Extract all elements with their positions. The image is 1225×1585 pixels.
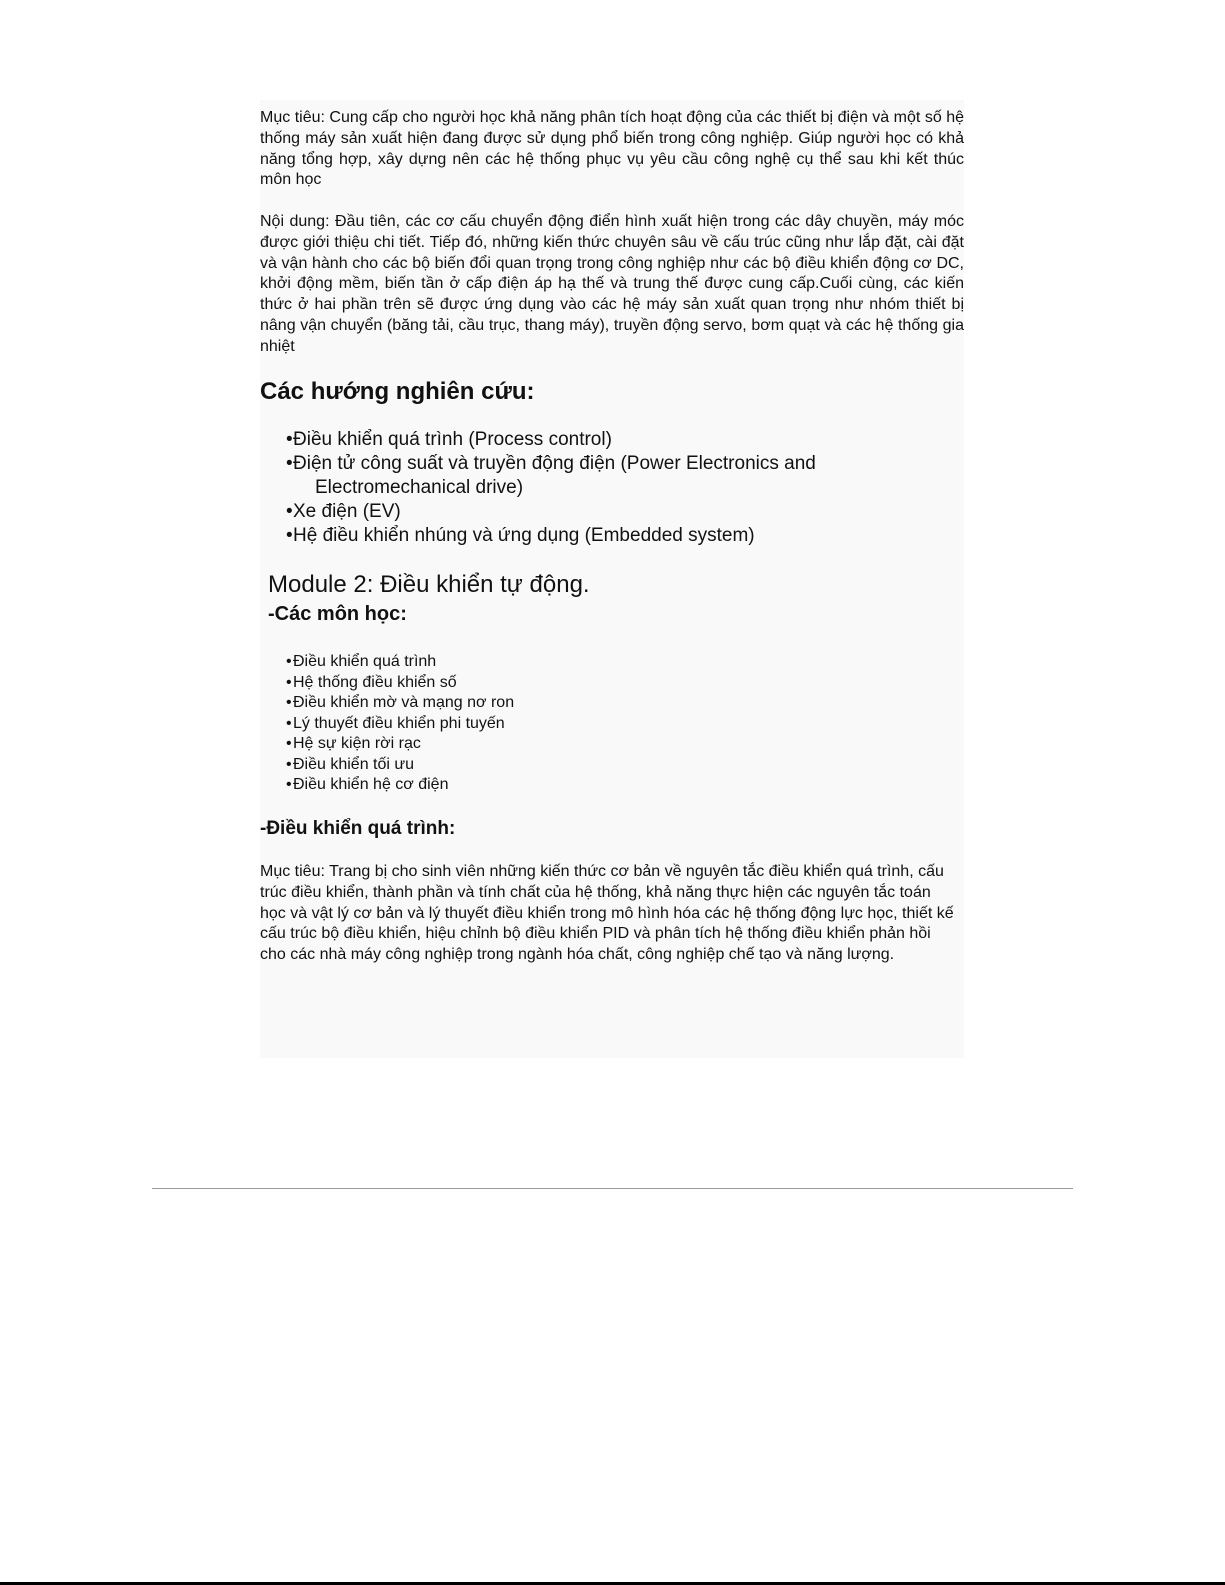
intro-content-block (260, 212, 964, 358)
bullet: • (286, 714, 292, 732)
bullet: • (286, 755, 292, 773)
bullet: • (286, 694, 292, 711)
process-control-objective-paragraph: Mục tiêu: Trang bị cho sinh viên những kiến thức cơ bản về nguyên tắc điều khiển quá trình, cấu trúc điều khiển, thành phần và tính chất của hệ thống, khả năng thực hiện các nguyên tắc toán học và vật lý cơ bản và lý thuyết điều khiển trong mô hình hóa các hệ thống động lực học, thiết kế cấu trúc bộ điều khiển, hiệu chỉnh bộ điều khiển PID và phân tích hệ thống điều khiển phản hồi cho các nhà máy công nghiệp trong ngành hóa chất, công nghiệp chế tạo và năng lượng. (260, 863, 954, 964)
process-control-heading: -Điều khiển quá trình: (260, 818, 456, 839)
list-item-text: Lý thuyết điều khiển phi tuyến (293, 714, 505, 732)
list-item-text: Hệ điều khiển nhúng và ứng dụng (Embedded system) (293, 525, 755, 546)
subjects-heading-block (268, 601, 958, 627)
list-item (286, 524, 966, 548)
footer-divider (152, 1188, 1073, 1189)
list-item (286, 428, 966, 452)
module-title-block (268, 570, 958, 600)
list-item-text: Hệ thống điều khiển số (293, 673, 457, 691)
list-item-text: Điều khiển hệ cơ điện (293, 776, 449, 793)
list-item-text: Điều khiển quá trình (293, 653, 437, 670)
list-item-text: Điều khiển quá trình (Process control) (293, 429, 612, 450)
list-item (286, 652, 966, 673)
list-item-text: Xe điện (EV) (293, 501, 401, 522)
list-item (286, 693, 966, 714)
intro-content-paragraph: Nội dung: Đầu tiên, các cơ cấu chuyển động điển hình xuất hiện trong các dây chuyền, máy móc được giới thiệu chi tiết. Tiếp đó, những kiến thức chuyên sâu về cấu trúc cũng như lắp đặt, cài đặt và vận hành cho các bộ biến đổi quan trọng trong công nghiệp như các bộ điều khiển động cơ DC, khởi động mềm, biến tần ở cấp điện áp hạ thế và trung thế được cung cấp.Cuối cùng, các kiến thức ở hai phần trên sẽ được ứng dụng vào các hệ máy sản xuất quan trọng như nhóm thiết bị nâng vận chuyển (băng tải, cầu trục, thang máy), truyền động servo, bơm quạt và các hệ thống gia nhiệt (260, 213, 964, 355)
bullet: • (286, 453, 293, 474)
list-item (286, 452, 966, 500)
intro-objective-block (260, 108, 964, 191)
research-list-block (286, 428, 966, 548)
bullet: • (286, 501, 293, 522)
list-item-text: Hệ sự kiện rời rạc (293, 735, 421, 752)
intro-objective-paragraph: Mục tiêu: Cung cấp cho người học khả năng phân tích hoạt động của các thiết bị điện và một số hệ thống máy sản xuất hiện đang được sử dụng phổ biến trong công nghiệp. Giúp người học có khả năng tổng hợp, xây dựng nên các hệ thống phục vụ yêu cầu công nghệ cụ thể sau khi kết thúc môn học (260, 109, 964, 189)
bullet: • (286, 525, 293, 546)
subjects-heading: -Các môn học: (268, 603, 407, 625)
bullet: • (286, 735, 292, 752)
process-control-heading-block (260, 817, 964, 841)
process-control-objective-block (260, 862, 955, 966)
list-item-continuation: Electromechanical drive) (315, 477, 524, 498)
list-item-text: Điều khiển mờ và mạng nơ ron (293, 694, 515, 711)
list-item-text: Điện tử công suất và truyền động điện (Power Electronics and (293, 453, 816, 474)
bullet: • (286, 653, 292, 670)
bullet: • (286, 673, 292, 691)
list-item (286, 755, 966, 776)
subjects-list-block (286, 652, 966, 796)
subjects-list (286, 652, 966, 796)
list-item (286, 714, 966, 735)
list-item (286, 500, 966, 524)
research-heading: Các hướng nghiên cứu: (260, 378, 535, 405)
bullet: • (286, 429, 293, 450)
module-title: Module 2: Điều khiển tự động. (268, 571, 590, 598)
research-list (286, 428, 966, 548)
list-item (286, 673, 966, 694)
list-item (286, 775, 966, 796)
list-item-text: Điều khiển tối ưu (293, 755, 414, 773)
bullet: • (286, 776, 292, 793)
list-item (286, 734, 966, 755)
research-heading-block (260, 377, 964, 407)
